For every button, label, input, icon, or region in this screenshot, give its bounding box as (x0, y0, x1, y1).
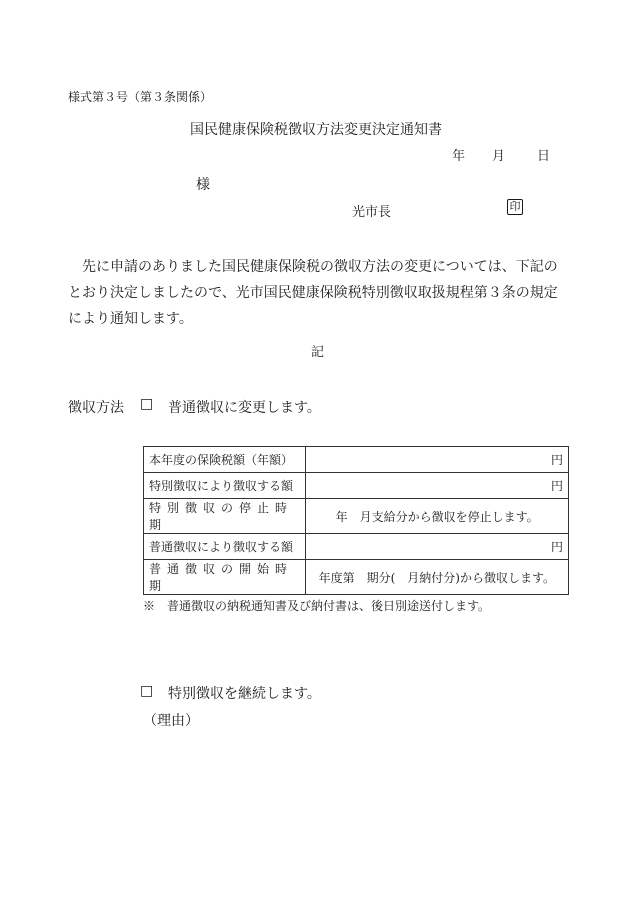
reason-label: （理由） (143, 713, 199, 729)
document-title: 国民健康保険税徴収方法変更決定通知書 (190, 122, 442, 138)
row-value-special-amount[interactable]: 円 (305, 473, 568, 499)
form-number: 様式第３号（第３条関係） (68, 90, 213, 104)
table-row (144, 560, 569, 595)
normal-collection-option: 普通徴収に変更します。 (168, 400, 321, 416)
notification-body: 先に申請のありました国民健康保険税の徴収方法の変更については、下記のとおり決定しましたので、光市国民健康保険税特別徴収取扱規程第３条の規定により通知します。 (68, 259, 558, 327)
row-label-special-stop: 特別徴収の停止時期 (144, 499, 306, 534)
collection-detail-table (143, 446, 569, 595)
addressee-suffix: 様 (196, 177, 210, 193)
continue-special-checkbox[interactable]: □ (140, 683, 154, 699)
table-row (144, 473, 569, 499)
collection-method-label: 徴収方法 (68, 400, 124, 416)
row-label-special-amount: 特別徴収により徴収する額 (144, 473, 306, 499)
row-value-special-stop[interactable]: 年 月支給分から徴収を停止します。 (305, 499, 568, 534)
row-label-normal-amount: 普通徴収により徴収する額 (144, 534, 306, 560)
table-row (144, 499, 569, 534)
table-row (144, 534, 569, 560)
seal-stamp: 印 (507, 199, 523, 215)
continue-special-option: 特別徴収を継続します。 (168, 686, 321, 702)
row-label-annual-tax: 本年度の保険税額（年額） (144, 447, 306, 473)
date-year-label: 年 (452, 149, 466, 164)
row-value-annual-tax[interactable]: 円 (305, 447, 568, 473)
row-value-normal-amount[interactable]: 円 (305, 534, 568, 560)
table-row (144, 447, 569, 473)
row-value-normal-start[interactable]: 年度第 期分( 月納付分)から徴収します。 (305, 560, 568, 595)
ki-heading: 記 (311, 345, 325, 360)
normal-collection-checkbox[interactable]: □ (140, 396, 154, 412)
row-label-normal-start: 普通徴収の開始時期 (144, 560, 306, 595)
date-month-label: 月 (492, 149, 506, 164)
table-footnote: ※ 普通徴収の納税通知書及び納付書は、後日別途送付します。 (143, 599, 491, 613)
date-day-label: 日 (537, 149, 551, 164)
issuer-name: 光市長 (352, 205, 392, 220)
